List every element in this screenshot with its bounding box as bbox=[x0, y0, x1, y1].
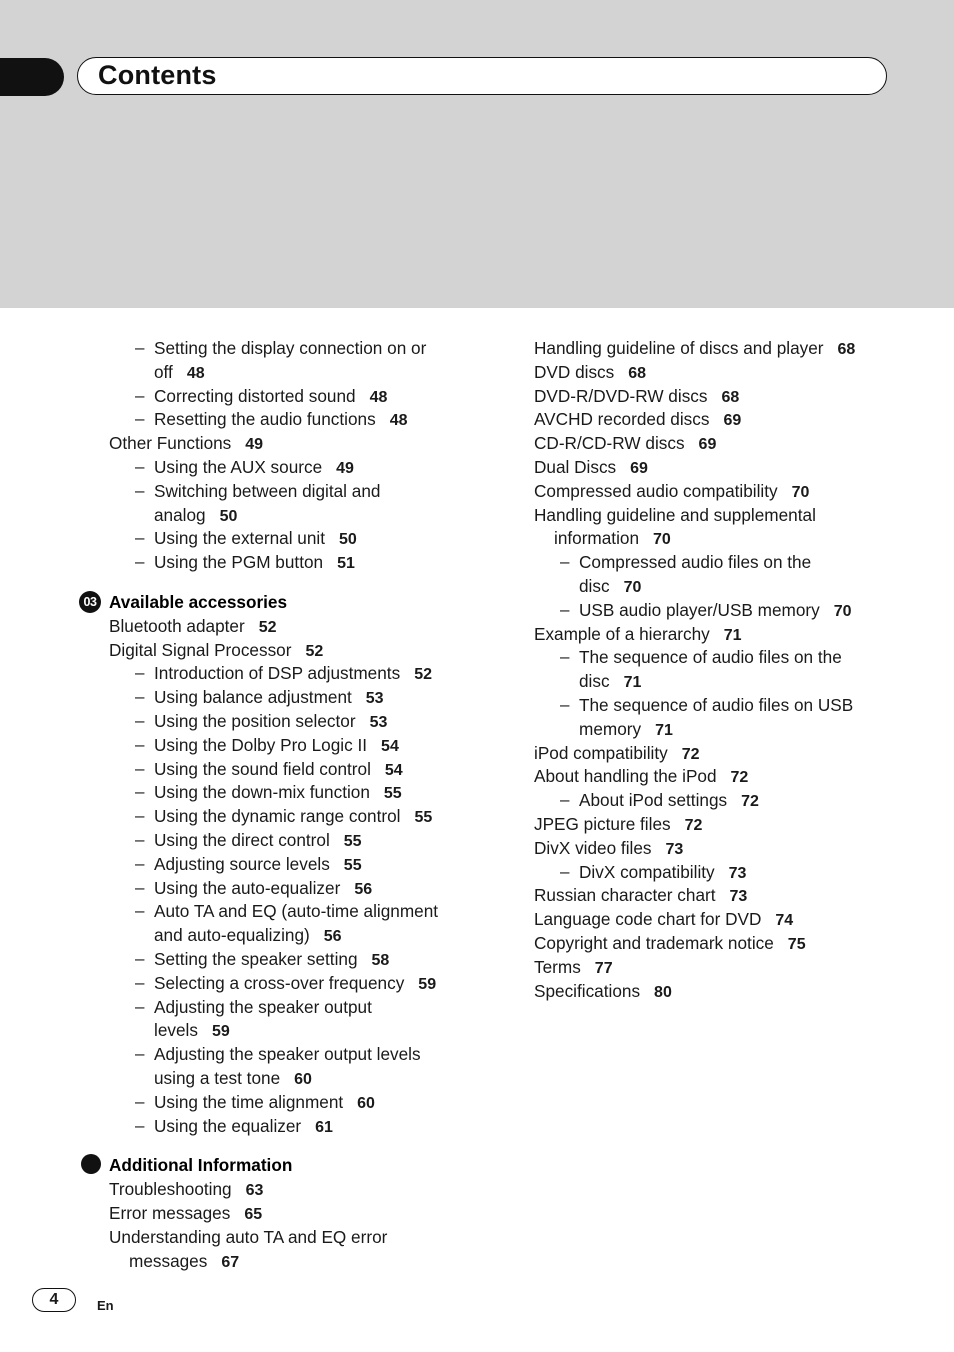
toc-entry-text: levels bbox=[154, 1020, 198, 1041]
toc-entry-text: The sequence of audio files on USB bbox=[579, 695, 854, 715]
toc-entry-line[interactable] bbox=[154, 804, 432, 830]
toc-dash: – bbox=[560, 647, 570, 667]
toc-entry-text: Specifications bbox=[534, 980, 641, 1001]
toc-dash: – bbox=[560, 552, 570, 572]
toc-entry-text: Adjusting the speaker output bbox=[154, 996, 372, 1017]
toc-entry-text: Using the down-mix function bbox=[154, 782, 370, 803]
toc-page-number: 55 bbox=[383, 785, 402, 803]
toc-page-number: 65 bbox=[244, 1206, 263, 1223]
toc-entry-line[interactable] bbox=[154, 852, 362, 878]
toc-entry-line[interactable] bbox=[154, 899, 438, 923]
toc-entry-text: Bluetooth adapter bbox=[109, 615, 245, 636]
toc-page-number: 59 bbox=[418, 975, 437, 993]
toc-page-number: 50 bbox=[339, 531, 357, 549]
toc-entry-text: Using the external unit bbox=[154, 528, 326, 549]
toc-entry-text: Setting the display connection on or bbox=[154, 338, 427, 358]
toc-page-number: 68 bbox=[837, 341, 856, 358]
toc-page-number: 72 bbox=[681, 745, 700, 763]
toc-page-number: 73 bbox=[728, 864, 747, 882]
toc-page-number: 59 bbox=[211, 1023, 230, 1041]
toc-page-number: 48 bbox=[369, 388, 388, 406]
toc-entry-line[interactable] bbox=[154, 1114, 333, 1140]
toc-entry-text: information bbox=[554, 528, 640, 549]
toc-entry-text: using a test tone bbox=[154, 1068, 281, 1088]
toc-entry-line[interactable] bbox=[534, 431, 716, 457]
toc-entry-text: Adjusting the speaker output levels bbox=[154, 1044, 421, 1065]
toc-page-number: 70 bbox=[653, 531, 671, 549]
toc-page-number: 77 bbox=[594, 959, 613, 977]
toc-entry-line[interactable] bbox=[109, 638, 323, 664]
toc-dash: – bbox=[560, 599, 570, 619]
section-additional-badge bbox=[81, 1154, 101, 1174]
toc-entry-text: Error messages bbox=[109, 1203, 231, 1223]
toc-dash: – bbox=[135, 996, 145, 1016]
toc-dash: – bbox=[135, 830, 145, 849]
toc-entry-text: memory bbox=[579, 718, 642, 739]
toc-dash: – bbox=[135, 949, 145, 968]
toc-entry-line[interactable] bbox=[109, 1201, 262, 1227]
toc-page-number: 75 bbox=[787, 936, 806, 953]
toc-entry-text: USB audio player/USB memory bbox=[579, 599, 820, 620]
toc-page-number: 61 bbox=[315, 1118, 333, 1136]
toc-entry-line[interactable] bbox=[154, 336, 426, 360]
toc-entry-text: Resetting the audio functions bbox=[154, 409, 376, 430]
toc-entry-text: messages bbox=[129, 1250, 208, 1271]
toc-entry-line[interactable] bbox=[154, 1066, 312, 1092]
toc-entry-line[interactable] bbox=[154, 1018, 230, 1044]
toc-dash: – bbox=[135, 385, 145, 405]
toc-entry-line[interactable] bbox=[109, 1225, 387, 1249]
toc-page-number: 80 bbox=[654, 983, 672, 1001]
toc-entry-text: Language code chart for DVD bbox=[534, 909, 762, 930]
toc-entry-text: AVCHD recorded discs bbox=[534, 409, 710, 430]
toc-dash: – bbox=[135, 806, 145, 826]
toc-entry-line[interactable] bbox=[154, 661, 432, 687]
toc-page-number: 73 bbox=[729, 888, 748, 906]
page-number: 4 bbox=[49, 1291, 59, 1308]
toc-entry-line[interactable] bbox=[154, 923, 342, 949]
toc-entry-line[interactable] bbox=[129, 1249, 239, 1275]
toc-entry-text: disc bbox=[579, 671, 610, 692]
toc-entry-text: CD-R/CD-RW discs bbox=[534, 433, 685, 454]
toc-page-number: 68 bbox=[721, 388, 740, 406]
toc-entry-line[interactable] bbox=[534, 979, 672, 1005]
toc-entry-text: Using the equalizer bbox=[154, 1115, 302, 1136]
toc-entry-text: Handling guideline and supplemental bbox=[534, 504, 816, 525]
toc-dash: – bbox=[560, 790, 570, 810]
toc-entry-line[interactable] bbox=[579, 645, 842, 669]
toc-entry-line[interactable] bbox=[154, 384, 387, 410]
toc-page-number: 58 bbox=[371, 952, 390, 969]
toc-entry-text: Russian character chart bbox=[534, 885, 716, 906]
toc-page-number: 52 bbox=[305, 642, 324, 660]
toc-page-number: 70 bbox=[623, 579, 642, 596]
toc-dash: – bbox=[135, 1091, 145, 1111]
toc-entry-line[interactable] bbox=[154, 780, 402, 806]
header-band bbox=[0, 0, 954, 308]
toc-page-number: 56 bbox=[323, 928, 342, 946]
toc-entry-line[interactable] bbox=[154, 685, 384, 711]
toc-entry-line[interactable] bbox=[534, 503, 816, 527]
toc-entry-text: Handling guideline of discs and player bbox=[534, 338, 824, 358]
toc-entry-text: off bbox=[154, 361, 173, 382]
toc-entry-line[interactable] bbox=[534, 907, 793, 933]
toc-entry-text: Correcting distorted sound bbox=[154, 385, 356, 406]
toc-entry-text: Using the time alignment bbox=[154, 1091, 344, 1112]
toc-entry-text: DVD-R/DVD-RW discs bbox=[534, 385, 708, 406]
toc-page-number: 52 bbox=[414, 666, 432, 684]
page-number-badge bbox=[32, 1288, 76, 1312]
toc-entry-line[interactable] bbox=[154, 733, 399, 759]
toc-page-number: 48 bbox=[186, 364, 205, 382]
toc-page-number: 71 bbox=[623, 674, 642, 692]
toc-page-number: 55 bbox=[343, 856, 362, 874]
toc-entry-text: Understanding auto TA and EQ error bbox=[109, 1226, 388, 1247]
toc-dash: – bbox=[135, 972, 145, 992]
toc-entry-text: and auto-equalizing) bbox=[154, 925, 310, 946]
toc-dash: – bbox=[135, 1044, 145, 1064]
toc-page-number: 74 bbox=[775, 912, 794, 930]
toc-page-number: 52 bbox=[258, 618, 277, 636]
toc-entry-text: Using the sound field control bbox=[154, 758, 371, 779]
toc-dash: – bbox=[135, 687, 145, 707]
toc-entry-text: Other Functions bbox=[109, 433, 232, 454]
toc-entry-text: disc bbox=[579, 576, 610, 596]
toc-page-number: 70 bbox=[833, 602, 852, 620]
toc-entry-line[interactable] bbox=[534, 407, 741, 433]
toc-page-number: 69 bbox=[723, 412, 742, 430]
toc-dash: – bbox=[135, 480, 145, 500]
toc-entry-text: Using the auto-equalizer bbox=[154, 877, 341, 898]
toc-entry-line[interactable] bbox=[154, 407, 407, 433]
toc-entry-line[interactable] bbox=[154, 550, 355, 576]
toc-entry-line[interactable] bbox=[154, 995, 372, 1019]
toc-page-number: 50 bbox=[219, 507, 238, 525]
toc-entry-line[interactable] bbox=[554, 526, 671, 552]
toc-entry-text: Switching between digital and bbox=[154, 480, 381, 501]
toc-entry-text: Troubleshooting bbox=[109, 1179, 232, 1200]
toc-entry-line[interactable] bbox=[154, 479, 380, 503]
toc-dash: – bbox=[135, 853, 145, 873]
toc-page-number: 53 bbox=[365, 690, 384, 708]
toc-entry-text: DivX compatibility bbox=[579, 861, 715, 882]
toc-entry-text: Introduction of DSP adjustments bbox=[154, 663, 401, 684]
toc-entry-text: Example of a hierarchy bbox=[534, 623, 710, 644]
toc-entry-line[interactable] bbox=[534, 741, 700, 767]
toc-page-number: 60 bbox=[294, 1071, 312, 1088]
toc-entry-line[interactable] bbox=[154, 971, 436, 997]
toc-dash: – bbox=[135, 711, 145, 730]
toc-entry-line[interactable] bbox=[154, 828, 362, 854]
toc-page-number: 71 bbox=[655, 721, 673, 739]
toc-entry-line[interactable] bbox=[154, 360, 205, 386]
toc-entry-line[interactable] bbox=[579, 860, 746, 886]
toc-entry-text: About iPod settings bbox=[579, 790, 728, 811]
chapter-tab bbox=[0, 58, 64, 96]
toc-entry-line[interactable] bbox=[534, 455, 648, 481]
toc-entry-text: DVD discs bbox=[534, 361, 615, 382]
toc-entry-text: Using the AUX source bbox=[154, 457, 323, 477]
toc-entry-line[interactable] bbox=[154, 526, 357, 552]
toc-entry-line[interactable] bbox=[534, 812, 702, 838]
toc-entry-line[interactable] bbox=[534, 883, 747, 909]
toc-page-number: 51 bbox=[337, 555, 355, 573]
toc-entry-line[interactable] bbox=[579, 598, 852, 624]
toc-entry-text: Using the Dolby Pro Logic II bbox=[154, 734, 368, 755]
toc-dash: – bbox=[135, 877, 145, 897]
page-title: Contents bbox=[98, 60, 217, 90]
toc-dash: – bbox=[135, 457, 145, 476]
toc-entry-line[interactable] bbox=[534, 336, 855, 362]
toc-dash: – bbox=[135, 409, 145, 429]
toc-entry-line[interactable] bbox=[534, 764, 748, 790]
toc-page-number: 48 bbox=[389, 412, 408, 430]
toc-page-number: 70 bbox=[791, 483, 810, 501]
toc-entry-line[interactable] bbox=[154, 947, 389, 973]
toc-entry-line[interactable] bbox=[579, 788, 759, 814]
toc-page-number: 68 bbox=[628, 364, 647, 382]
toc-page-number: 69 bbox=[630, 460, 648, 477]
toc-page-number: 55 bbox=[343, 833, 362, 850]
toc-entry-text: DivX video files bbox=[534, 837, 652, 858]
toc-entry-line[interactable] bbox=[534, 931, 806, 957]
toc-dash: – bbox=[560, 695, 570, 714]
toc-entry-line[interactable] bbox=[154, 876, 372, 902]
toc-entry-text: iPod compatibility bbox=[534, 742, 668, 763]
title-box bbox=[77, 57, 887, 95]
toc-dash: – bbox=[135, 758, 145, 778]
toc-entry-line[interactable] bbox=[579, 574, 641, 600]
toc-dash: – bbox=[560, 861, 570, 881]
toc-page-number: 72 bbox=[741, 793, 759, 811]
toc-entry-text: Dual Discs bbox=[534, 457, 617, 477]
section-03-title[interactable]: Available accessories bbox=[109, 592, 288, 612]
toc-entry-line[interactable] bbox=[534, 622, 742, 648]
toc-entry-line[interactable] bbox=[534, 384, 739, 410]
toc-entry-line[interactable] bbox=[154, 757, 403, 783]
toc-entry-text: Compressed audio compatibility bbox=[534, 480, 778, 501]
toc-entry-line[interactable] bbox=[154, 455, 354, 481]
toc-entry-text: Adjusting source levels bbox=[154, 853, 330, 874]
toc-page-number: 71 bbox=[723, 626, 742, 644]
toc-entry-text: Selecting a cross-over frequency bbox=[154, 972, 405, 993]
toc-dash: – bbox=[135, 901, 145, 921]
toc-page-number: 49 bbox=[245, 436, 264, 454]
toc-page-number: 73 bbox=[665, 840, 684, 858]
toc-entry-line[interactable] bbox=[154, 1042, 421, 1066]
toc-page-number: 49 bbox=[336, 460, 354, 477]
toc-entry-text: Digital Signal Processor bbox=[109, 639, 292, 660]
toc-entry-text: Compressed audio files on the bbox=[579, 552, 812, 573]
toc-dash: – bbox=[135, 338, 145, 357]
toc-entry-line[interactable] bbox=[579, 717, 673, 743]
toc-entry-text: Setting the speaker setting bbox=[154, 949, 358, 969]
toc-entry-text: Using the dynamic range control bbox=[154, 806, 401, 827]
toc-entry-text: Auto TA and EQ (auto-time alignment bbox=[154, 901, 439, 922]
toc-dash: – bbox=[135, 528, 145, 548]
section-03-badge: 03 bbox=[79, 591, 101, 613]
toc-page-number: 67 bbox=[221, 1253, 240, 1271]
section-additional-title[interactable]: Additional Information bbox=[109, 1155, 293, 1176]
toc-page-number: 54 bbox=[381, 737, 399, 755]
toc-entry-text: Terms bbox=[534, 956, 581, 977]
toc-entry-line[interactable] bbox=[579, 693, 853, 717]
toc-dash: – bbox=[135, 782, 145, 802]
toc-entry-line[interactable] bbox=[534, 360, 646, 386]
toc-entry-line[interactable] bbox=[109, 431, 263, 457]
toc-entry-text: JPEG picture files bbox=[534, 814, 671, 834]
toc-entry-line[interactable] bbox=[154, 709, 387, 735]
toc-dash: – bbox=[135, 552, 145, 572]
toc-page-number: 72 bbox=[730, 769, 749, 787]
toc-entry-line[interactable] bbox=[154, 1090, 375, 1116]
toc-dash: – bbox=[135, 734, 145, 754]
toc-entry-text: Copyright and trademark notice bbox=[534, 933, 774, 953]
toc-dash: – bbox=[135, 663, 145, 683]
toc-entry-text: analog bbox=[154, 504, 206, 525]
toc-entry-line[interactable] bbox=[579, 550, 811, 574]
toc-entry-text: The sequence of audio files on the bbox=[579, 647, 842, 668]
toc-page-number: 55 bbox=[414, 809, 433, 827]
toc-entry-text: Using the direct control bbox=[154, 830, 330, 850]
language-label: En bbox=[97, 1298, 114, 1313]
toc-entry-line[interactable] bbox=[534, 955, 613, 981]
toc-entry-text: About handling the iPod bbox=[534, 766, 717, 787]
toc-page-number: 72 bbox=[684, 817, 703, 834]
toc-page-number: 60 bbox=[357, 1094, 375, 1112]
toc-entry-line[interactable] bbox=[534, 836, 683, 862]
toc-entry-text: Using balance adjustment bbox=[154, 687, 352, 708]
toc-page-number: 56 bbox=[354, 880, 373, 898]
toc-dash: – bbox=[135, 1115, 145, 1135]
toc-page-number: 54 bbox=[384, 761, 403, 779]
toc-page-number: 53 bbox=[369, 714, 388, 731]
toc-entry-line[interactable] bbox=[579, 669, 641, 695]
toc-entry-text: Using the position selector bbox=[154, 711, 356, 731]
toc-entry-line[interactable] bbox=[154, 503, 237, 529]
toc-page-number: 63 bbox=[245, 1182, 264, 1200]
toc-entry-line[interactable] bbox=[534, 479, 809, 505]
toc-entry-text: Using the PGM button bbox=[154, 552, 324, 573]
toc-page-number: 69 bbox=[698, 436, 717, 454]
toc-entry-line[interactable] bbox=[109, 614, 277, 640]
toc-entry-line[interactable] bbox=[109, 1177, 263, 1203]
